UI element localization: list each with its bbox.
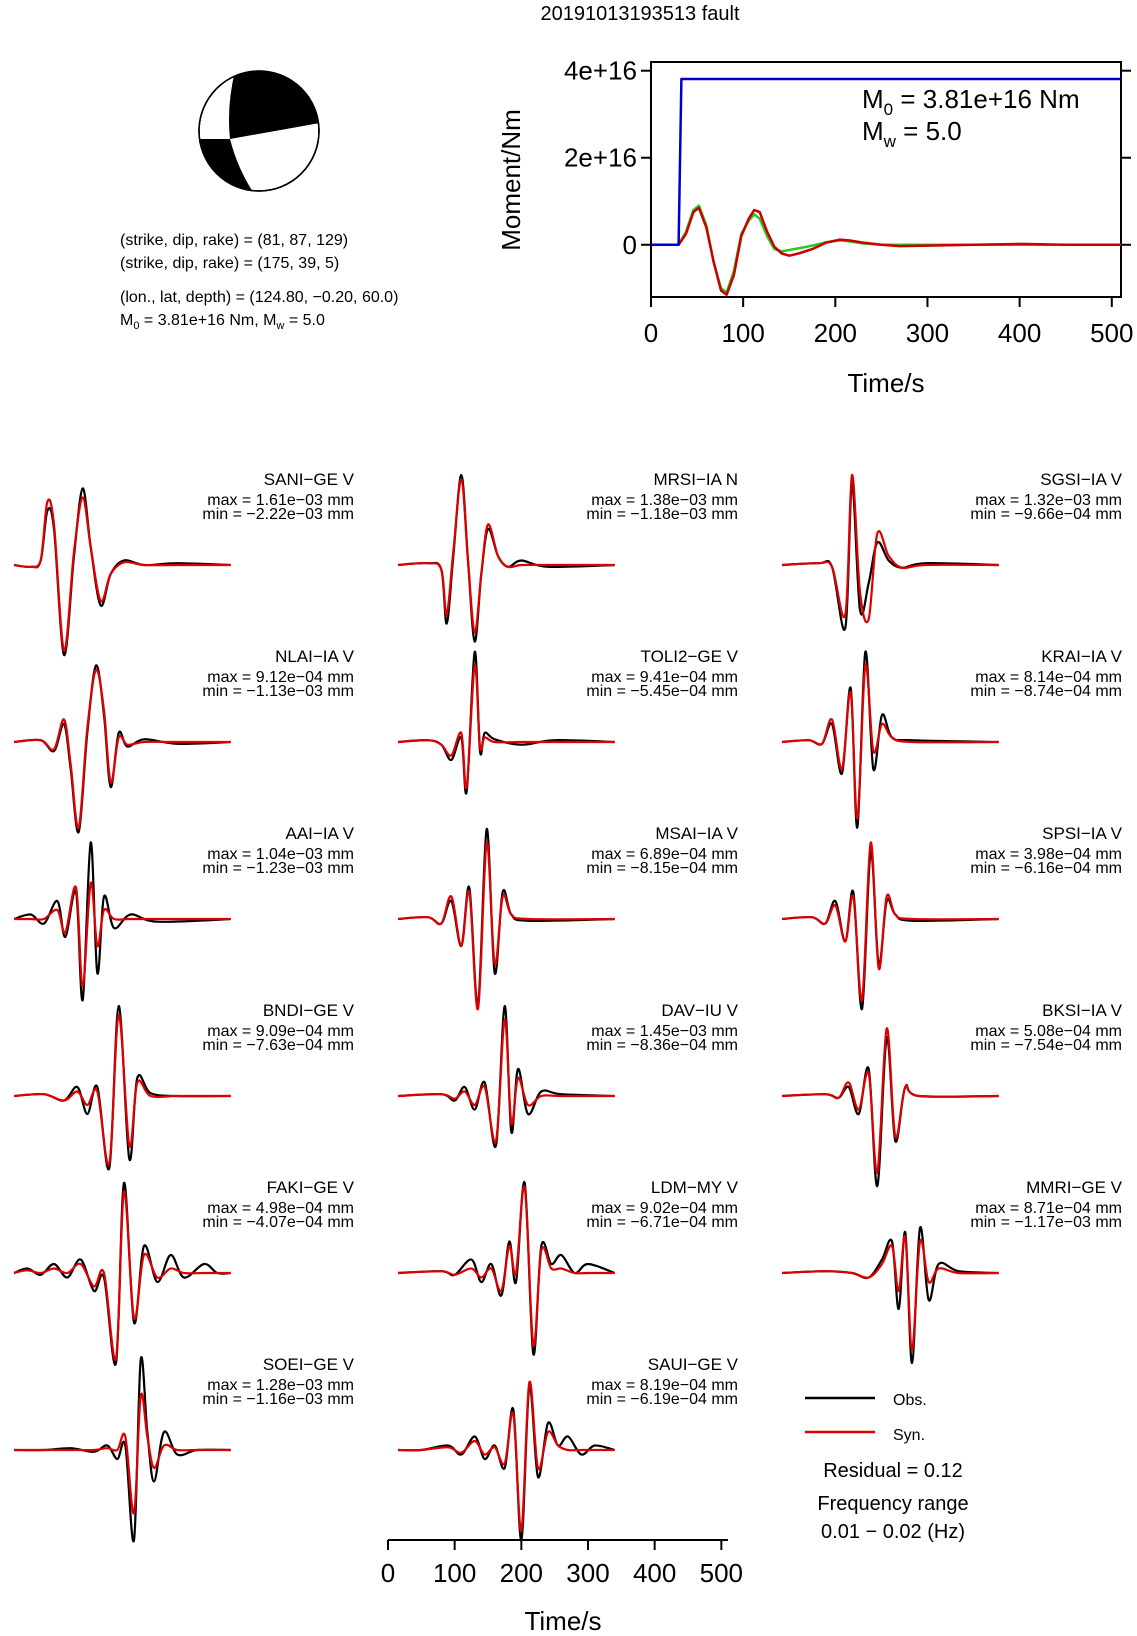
station-name: BKSI−IA V xyxy=(1042,1001,1122,1020)
obs-trace xyxy=(398,1386,615,1540)
station-name: FAKI−GE V xyxy=(266,1178,354,1197)
station-name: AAI−IA V xyxy=(285,824,354,843)
moment-xtick-label: 100 xyxy=(721,318,765,348)
nodal-plane-2: (strike, dip, rake) = (175, 39, 5) xyxy=(120,255,340,272)
waveform-xtick-label: 100 xyxy=(432,1558,477,1588)
moment-x-axis xyxy=(644,297,1134,348)
station-panel xyxy=(14,1178,355,1365)
syn-trace xyxy=(14,1192,231,1360)
station-max: max = 8.19e−04 mm xyxy=(591,1377,738,1394)
station-max: max = 1.45e−03 mm xyxy=(591,1023,738,1040)
moment-xtick-label: 500 xyxy=(1090,318,1134,348)
obs-trace xyxy=(398,652,615,794)
obs-trace xyxy=(14,1006,231,1169)
station-name: BNDI−GE V xyxy=(262,1001,354,1020)
station-panel xyxy=(782,1001,1123,1186)
station-panel xyxy=(782,1178,1123,1363)
syn-trace xyxy=(14,670,231,828)
moment-magnitude-line: $M_0 = 3.81e+16$ Nm, $M_w = 5.0$ xyxy=(120,312,325,332)
station-name: NLAI−IA V xyxy=(275,647,354,666)
station-max: max = 9.02e−04 mm xyxy=(591,1200,738,1217)
legend xyxy=(805,1392,969,1543)
station-min: min = −1.23e−03 mm xyxy=(202,860,354,877)
moment-mw-annotation: $M_w = 5.0$ xyxy=(862,116,962,151)
station-panel xyxy=(782,824,1123,1009)
station-panel xyxy=(782,647,1123,828)
station-min: min = −7.54e−04 mm xyxy=(970,1037,1122,1054)
syn-trace xyxy=(782,1236,999,1350)
station-max: max = 9.41e−04 mm xyxy=(591,669,738,686)
station-min: min = −4.07e−04 mm xyxy=(202,1214,354,1231)
obs-trace xyxy=(14,665,231,832)
station-max: max = 9.12e−04 mm xyxy=(207,669,354,686)
station-min: min = −9.66e−04 mm xyxy=(970,506,1122,523)
obs-trace xyxy=(782,1227,999,1363)
mechanism-info xyxy=(120,232,398,332)
frequency-value: 0.01 − 0.02 (Hz) xyxy=(821,1521,965,1543)
syn-trace xyxy=(782,665,999,819)
station-min: min = −8.36e−04 mm xyxy=(586,1037,738,1054)
moment-rate-chart xyxy=(496,56,1133,398)
waveform-time-axis xyxy=(381,1540,743,1636)
moment-xtick-label: 0 xyxy=(643,318,659,348)
station-min: min = −6.19e−04 mm xyxy=(586,1391,738,1408)
station-min: min = −1.13e−03 mm xyxy=(202,683,354,700)
waveform-xtick-label: 0 xyxy=(380,1558,396,1588)
obs-trace xyxy=(14,842,231,1000)
syn-trace xyxy=(398,842,615,1009)
station-max: max = 1.38e−03 mm xyxy=(591,492,738,509)
station-panel xyxy=(398,1001,739,1147)
station-max: max = 3.98e−04 mm xyxy=(975,846,1122,863)
station-max: max = 4.98e−04 mm xyxy=(207,1200,354,1217)
legend-syn-label: Syn. xyxy=(893,1427,926,1444)
waveform-xtick-label: 200 xyxy=(499,1558,544,1588)
waveform-xtick-label: 500 xyxy=(699,1558,744,1588)
moment-xtick-label: 300 xyxy=(905,318,950,348)
station-panel xyxy=(398,647,739,794)
station-min: min = −8.74e−04 mm xyxy=(970,683,1122,700)
station-name: SAUI−GE V xyxy=(647,1355,738,1374)
station-min: min = −1.16e−03 mm xyxy=(202,1391,354,1408)
syn-trace xyxy=(782,475,999,622)
station-min: min = −1.17e−03 mm xyxy=(970,1214,1122,1231)
station-panel xyxy=(782,470,1123,630)
station-min: min = −6.16e−04 mm xyxy=(970,860,1122,877)
station-min: min = −6.71e−04 mm xyxy=(586,1214,738,1231)
station-panel xyxy=(14,1001,355,1169)
station-name: SPSI−IA V xyxy=(1042,824,1122,843)
moment-ytick-label: 0 xyxy=(622,229,637,260)
syn-trace xyxy=(14,1015,231,1165)
nodal-plane-1: (strike, dip, rake) = (81, 87, 129) xyxy=(120,232,349,249)
frequency-title: Frequency range xyxy=(817,1493,969,1515)
syn-trace xyxy=(14,883,231,987)
station-name: SOEI−GE V xyxy=(262,1355,354,1374)
obs-trace xyxy=(782,651,999,827)
station-panel xyxy=(14,824,355,1000)
moment-ytick-label: 4e+16 xyxy=(563,55,637,86)
station-min: min = −1.18e−03 mm xyxy=(586,506,738,523)
station-max: max = 1.28e−03 mm xyxy=(207,1377,354,1394)
moment-series-line-1 xyxy=(651,208,1121,295)
moment-m0-annotation: $M_0 = 3.81e+16$ Nm xyxy=(862,84,1080,119)
obs-trace xyxy=(398,475,615,642)
figure-title: 20191013193513 fault xyxy=(540,3,740,25)
station-panel xyxy=(398,1355,739,1540)
moment-xlabel: Time/s xyxy=(847,368,925,398)
station-name: TOLI2−GE V xyxy=(640,647,738,666)
moment-ytick-label: 2e+16 xyxy=(563,142,637,173)
station-name: MSAI−IA V xyxy=(655,824,738,843)
waveform-xlabel: Time/s xyxy=(524,1606,602,1636)
station-min: min = −2.22e−03 mm xyxy=(202,506,354,523)
station-name: LDM−MY V xyxy=(650,1178,738,1197)
waveform-grid xyxy=(14,470,1123,1541)
station-max: max = 8.14e−04 mm xyxy=(975,669,1122,686)
legend-obs-label: Obs. xyxy=(893,1392,927,1409)
syn-trace xyxy=(782,842,999,1000)
residual-text: Residual = 0.12 xyxy=(823,1460,963,1482)
beachball-icon xyxy=(198,60,320,195)
syn-trace xyxy=(398,1382,615,1532)
station-panel xyxy=(398,470,738,642)
station-max: max = 1.04e−03 mm xyxy=(207,846,354,863)
syn-trace xyxy=(782,1028,999,1173)
moment-xtick-label: 200 xyxy=(813,318,858,348)
station-max: max = 9.09e−04 mm xyxy=(207,1023,354,1040)
station-panel xyxy=(398,824,739,1009)
station-name: KRAI−IA V xyxy=(1041,647,1122,666)
waveform-xtick-label: 300 xyxy=(566,1558,610,1588)
station-panel xyxy=(398,1178,739,1355)
station-max: max = 8.71e−04 mm xyxy=(975,1200,1122,1217)
station-max: max = 1.32e−03 mm xyxy=(975,492,1122,509)
moment-ylabel: Moment/Nm xyxy=(496,109,526,251)
station-name: MMRI−GE V xyxy=(1026,1178,1122,1197)
station-max: max = 1.61e−03 mm xyxy=(207,492,354,509)
station-max: max = 6.89e−04 mm xyxy=(591,846,738,863)
station-name: SANI−GE V xyxy=(263,470,354,489)
station-min: min = −5.45e−04 mm xyxy=(586,683,738,700)
station-min: min = −8.15e−04 mm xyxy=(586,860,738,877)
station-name: MRSI−IA N xyxy=(653,470,738,489)
hypocenter-location: (lon., lat, depth) = (124.80, −0.20, 60.0) xyxy=(120,289,399,306)
station-name: SGSI−IA V xyxy=(1040,470,1122,489)
station-max: max = 5.08e−04 mm xyxy=(975,1023,1122,1040)
syn-trace xyxy=(398,665,615,788)
waveform-xtick-label: 400 xyxy=(632,1558,677,1588)
syn-trace xyxy=(398,479,615,632)
obs-trace xyxy=(782,851,999,1009)
moment-xtick-label: 400 xyxy=(997,318,1042,348)
station-panel xyxy=(14,1355,355,1541)
moment-series-line-2 xyxy=(651,206,1121,293)
station-name: DAV−IU V xyxy=(661,1001,738,1020)
syn-trace xyxy=(14,1394,231,1514)
station-panel xyxy=(14,647,355,832)
syn-trace xyxy=(398,1019,615,1142)
station-panel xyxy=(14,470,355,655)
station-min: min = −7.63e−04 mm xyxy=(202,1037,354,1054)
